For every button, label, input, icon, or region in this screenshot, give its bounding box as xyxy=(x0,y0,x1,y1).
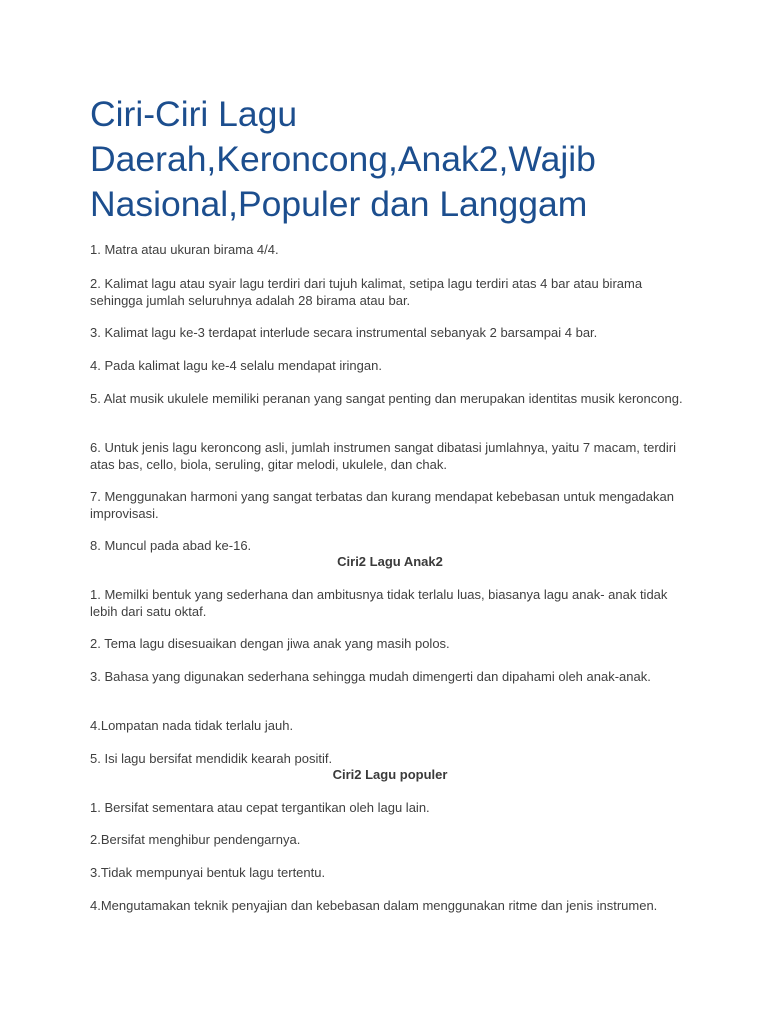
populer-heading: Ciri2 Lagu populer xyxy=(332,767,448,782)
anak-item-5: 5. Isi lagu bersifat mendidik kearah positif. xyxy=(90,751,333,766)
keroncong-item-3: 3. Kalimat lagu ke-3 terdapat interlude secara instrumental sebanyak 2 barsampai 4 bar. xyxy=(90,325,598,340)
keroncong-item-6: 6. Untuk jenis lagu keroncong asli, jumlah instrumen sangat dibatasi jumlahnya, yaitu 7 macam, terdiri atas bas, cello, biola, seruling, gitar melodi, ukulele, dan chak. xyxy=(90,440,677,472)
anak-item-3: 3. Bahasa yang digunakan sederhana sehingga mudah dimengerti dan dipahami oleh anak-anak. xyxy=(90,669,651,684)
document-title: Ciri-Ciri Lagu Daerah,Keroncong,Anak2,Wajib Nasional,Populer dan Langgam xyxy=(90,94,596,224)
populer-item-4: 4.Mengutamakan teknik penyajian dan kebebasan dalam menggunakan ritme dan jenis instrumen. xyxy=(90,898,658,913)
keroncong-item-1: 1. Matra atau ukuran birama 4/4. xyxy=(90,242,279,257)
anak-item-2: 2. Tema lagu disesuaikan dengan jiwa anak yang masih polos. xyxy=(90,636,450,651)
keroncong-item-5: 5. Alat musik ukulele memiliki peranan yang sangat penting dan merupakan identitas musik keroncong. xyxy=(90,391,683,406)
anak-heading: Ciri2 Lagu Anak2 xyxy=(337,554,443,569)
keroncong-item-8: 8. Muncul pada abad ke-16. xyxy=(90,538,252,553)
keroncong-item-4: 4. Pada kalimat lagu ke-4 selalu mendapat iringan. xyxy=(90,358,382,373)
populer-item-2: 2.Bersifat menghibur pendengarnya. xyxy=(90,832,301,847)
anak-item-1: 1. Memilki bentuk yang sederhana dan ambitusnya tidak terlalu luas, biasanya lagu anak- anak tidak lebih dari satu oktaf. xyxy=(90,587,668,619)
populer-item-1: 1. Bersifat sementara atau cepat tergantikan oleh lagu lain. xyxy=(90,800,430,815)
populer-item-3: 3.Tidak mempunyai bentuk lagu tertentu. xyxy=(90,865,326,880)
keroncong-item-2: 2. Kalimat lagu atau syair lagu terdiri dari tujuh kalimat, setipa lagu terdiri atas 4 bar atau birama sehingga jumlah seluruhnya adalah 28 birama atau bar. xyxy=(90,276,643,308)
keroncong-item-7: 7. Menggunakan harmoni yang sangat terbatas dan kurang mendapat kebebasan untuk mengadakan improvisasi. xyxy=(90,489,674,521)
anak-item-4: 4.Lompatan nada tidak terlalu jauh. xyxy=(90,718,294,733)
